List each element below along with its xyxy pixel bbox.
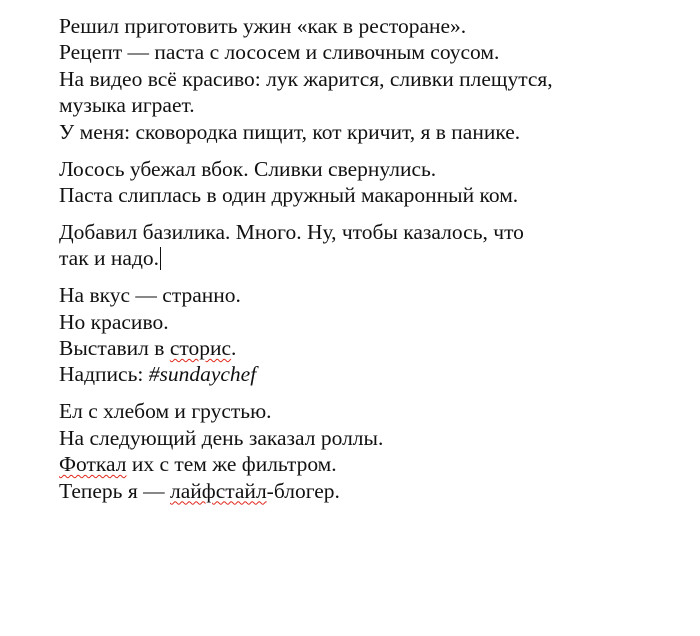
text-segment: Надпись: bbox=[59, 362, 149, 387]
text-line bbox=[59, 451, 689, 477]
paragraph-5 bbox=[59, 398, 689, 504]
text-line: Лосось убежал вбок. Сливки свернулись. bbox=[59, 156, 437, 181]
text-segment: Теперь я — bbox=[59, 478, 170, 503]
text-line bbox=[59, 361, 689, 387]
text-line: Рецепт — паста с лососем и сливочным соусом. bbox=[59, 40, 500, 65]
text-line: Но красиво. bbox=[59, 309, 169, 334]
text-line bbox=[59, 478, 689, 504]
document-body[interactable] bbox=[59, 13, 689, 514]
text-line bbox=[59, 335, 689, 361]
text-line: музыка играет. bbox=[59, 93, 195, 118]
text-line: Паста слиплась в один дружный макаронный ком. bbox=[59, 182, 519, 207]
text-segment: . bbox=[231, 335, 237, 360]
spellcheck-flagged-word[interactable]: лайфстайл bbox=[169, 478, 267, 503]
text-line: Решил приготовить ужин «как в ресторане». bbox=[59, 14, 467, 38]
text-line: На вкус — странно. bbox=[59, 283, 241, 308]
text-line: Добавил базилика. Много. Ну, чтобы казалось, что bbox=[59, 219, 524, 244]
text-line: На видео всё красиво: лук жарится, сливки плещутся, bbox=[59, 66, 553, 91]
text-cursor bbox=[160, 247, 161, 270]
text-segment: -блогер. bbox=[266, 478, 340, 503]
text-segment: Выставил в bbox=[59, 335, 170, 360]
paragraph-3 bbox=[59, 219, 689, 272]
paragraph-2 bbox=[59, 156, 689, 209]
spellcheck-flagged-word[interactable]: сторис bbox=[169, 335, 232, 360]
text-line: У меня: сковородка пищит, кот кричит, я в панике. bbox=[59, 119, 521, 144]
paragraph-4 bbox=[59, 282, 689, 388]
text-line: На следующий день заказал роллы. bbox=[59, 425, 384, 450]
text-segment: так и надо. bbox=[59, 246, 160, 271]
text-segment: их с тем же фильтром. bbox=[126, 452, 337, 477]
paragraph-1 bbox=[59, 13, 689, 145]
hashtag: #sundaychef bbox=[148, 362, 257, 387]
text-line-with-caret bbox=[59, 245, 689, 271]
spellcheck-flagged-word[interactable]: Фоткал bbox=[59, 452, 127, 477]
text-line: Ел с хлебом и грустью. bbox=[59, 399, 272, 424]
